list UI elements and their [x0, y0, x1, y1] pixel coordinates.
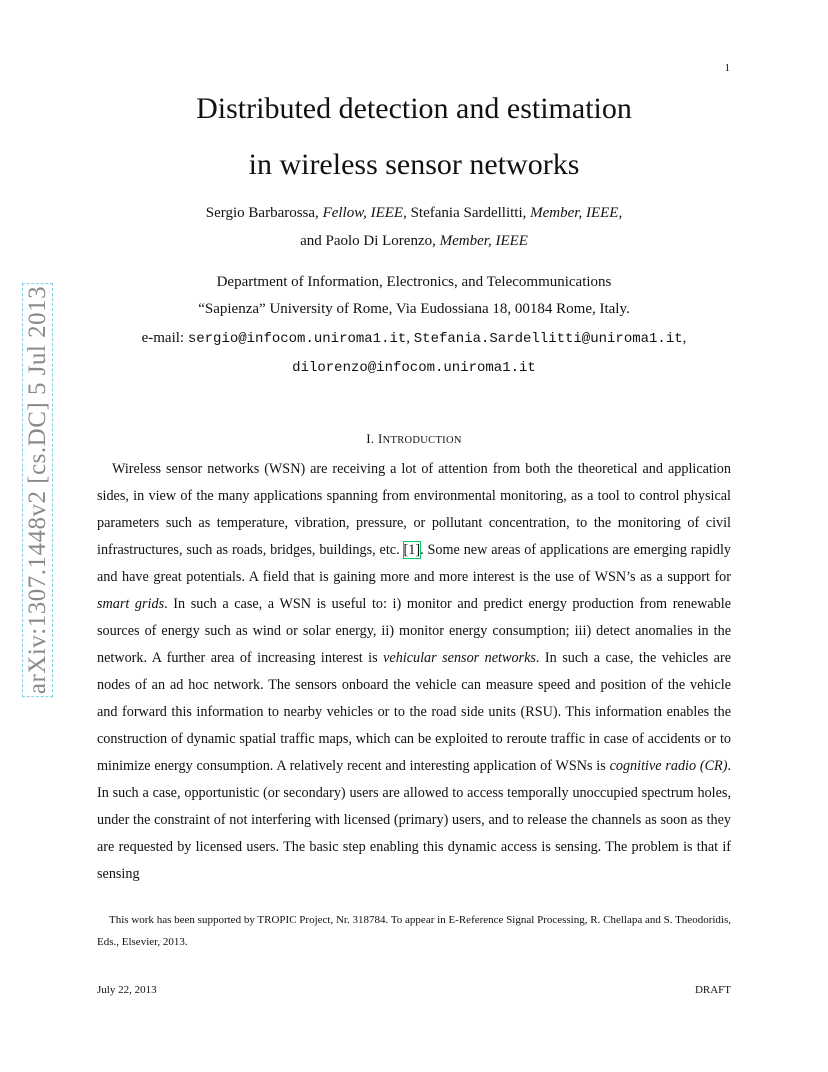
text-run: . In such a case, opportunistic (or secondary) users are allowed to access temporally unoccupied spectrum holes, under the constraint of not interfering with licensed (primary) users, and to release the channels as soon as they are requested by licensed users. The basic step enabling this dynamic access is sensing. The problem is that if sensing: [97, 758, 731, 882]
footnote: [97, 909, 731, 953]
footnote-text: This work has been supported by TROPIC Project, Nr. 318784. To appear in E-Reference Signal Processing, R. Chellapa and S. Theodoridis, Eds., Elsevier, 2013.: [97, 914, 731, 948]
citation-link[interactable]: [1]: [403, 542, 421, 558]
email-2[interactable]: Stefania.Sardellitti@uniroma1.it: [413, 331, 683, 347]
email-sep: ,: [406, 330, 414, 346]
email-end: ,: [682, 330, 687, 346]
author-2-end: ,: [618, 205, 623, 221]
author-1: Sergio Barbarossa,: [205, 205, 323, 221]
text-run: . Some new areas of applications are emerging rapidly and have great potentials. A field that is gaining more and more interest is the use of WSN’s as a support for: [97, 542, 731, 585]
email-line-2: [0, 359, 828, 376]
email-1[interactable]: sergio@infocom.uniroma1.it: [187, 331, 407, 347]
page-number: 1: [724, 62, 730, 74]
affiliation-dept: Department of Information, Electronics, and Telecommunications: [216, 274, 612, 290]
introduction-body: [97, 456, 731, 888]
section-number: I.: [366, 431, 378, 446]
footer-date: July 22, 2013: [97, 984, 157, 996]
email-line-1: [0, 330, 828, 347]
email-3[interactable]: dilorenzo@infocom.uniroma1.it: [292, 360, 536, 376]
authors-line-2: [0, 233, 828, 250]
section-title-rest: NTRODUCTION: [382, 435, 462, 446]
paragraph: [97, 456, 731, 888]
arxiv-stamp-text[interactable]: arXiv:1307.1448v2 [cs.DC] 5 Jul 2013: [24, 285, 51, 695]
email-prefix: e-mail:: [141, 330, 188, 346]
affiliation-univ: “Sapienza” University of Rome, Via Eudossiana 18, 00184 Rome, Italy.: [198, 301, 630, 317]
emphasis-cognitive-radio: cognitive radio (CR): [609, 758, 728, 774]
footer-status: DRAFT: [694, 984, 731, 996]
section-initial: I: [377, 431, 383, 446]
section-heading: [0, 431, 828, 447]
author-2-role: Member, IEEE: [530, 205, 619, 221]
emphasis-smart-grids: smart grids: [97, 596, 165, 612]
emphasis-vehicular: vehicular sensor networks: [383, 650, 536, 666]
author-1-role: Fellow, IEEE: [322, 205, 404, 221]
author-3-role: Member, IEEE: [439, 233, 528, 249]
title-line-2: in wireless sensor networks: [248, 148, 580, 181]
author-3: and Paolo Di Lorenzo,: [300, 233, 440, 249]
author-2: , Stefania Sardellitti,: [403, 205, 531, 221]
text-run: . In such a case, the vehicles are nodes of an ad hoc network. The sensors onboard the vehicle can measure speed and position of the vehicle and forward this information to nearby vehicles or to the road side units (RSU). This information enables the construction of dynamic spatial traffic maps, which can be exploited to reroute traffic in case of accidents or to minimize energy consumption. A relatively recent and interesting application of WSNs is: [97, 650, 732, 774]
authors-line-1: [0, 205, 828, 222]
text-run: Wireless sensor networks (WSN) are receiving a lot of attention from both the theoretical and application sides, in view of the many applications spanning from environmental monitoring, as a tool to control physical parameters such as temperature, vibration, pressure, or pollutant concentration, to the monitoring of civil infrastructures, such as roads, bridges, buildings, etc.: [97, 461, 731, 558]
text-run: . In such a case, a WSN is useful to: i) monitor and predict energy production from renewable sources of energy such as wind or solar energy, ii) monitor energy consumption; iii) detect anomalies in the network. A further area of increasing interest is: [97, 596, 731, 666]
title-line-1: Distributed detection and estimation: [196, 92, 632, 125]
